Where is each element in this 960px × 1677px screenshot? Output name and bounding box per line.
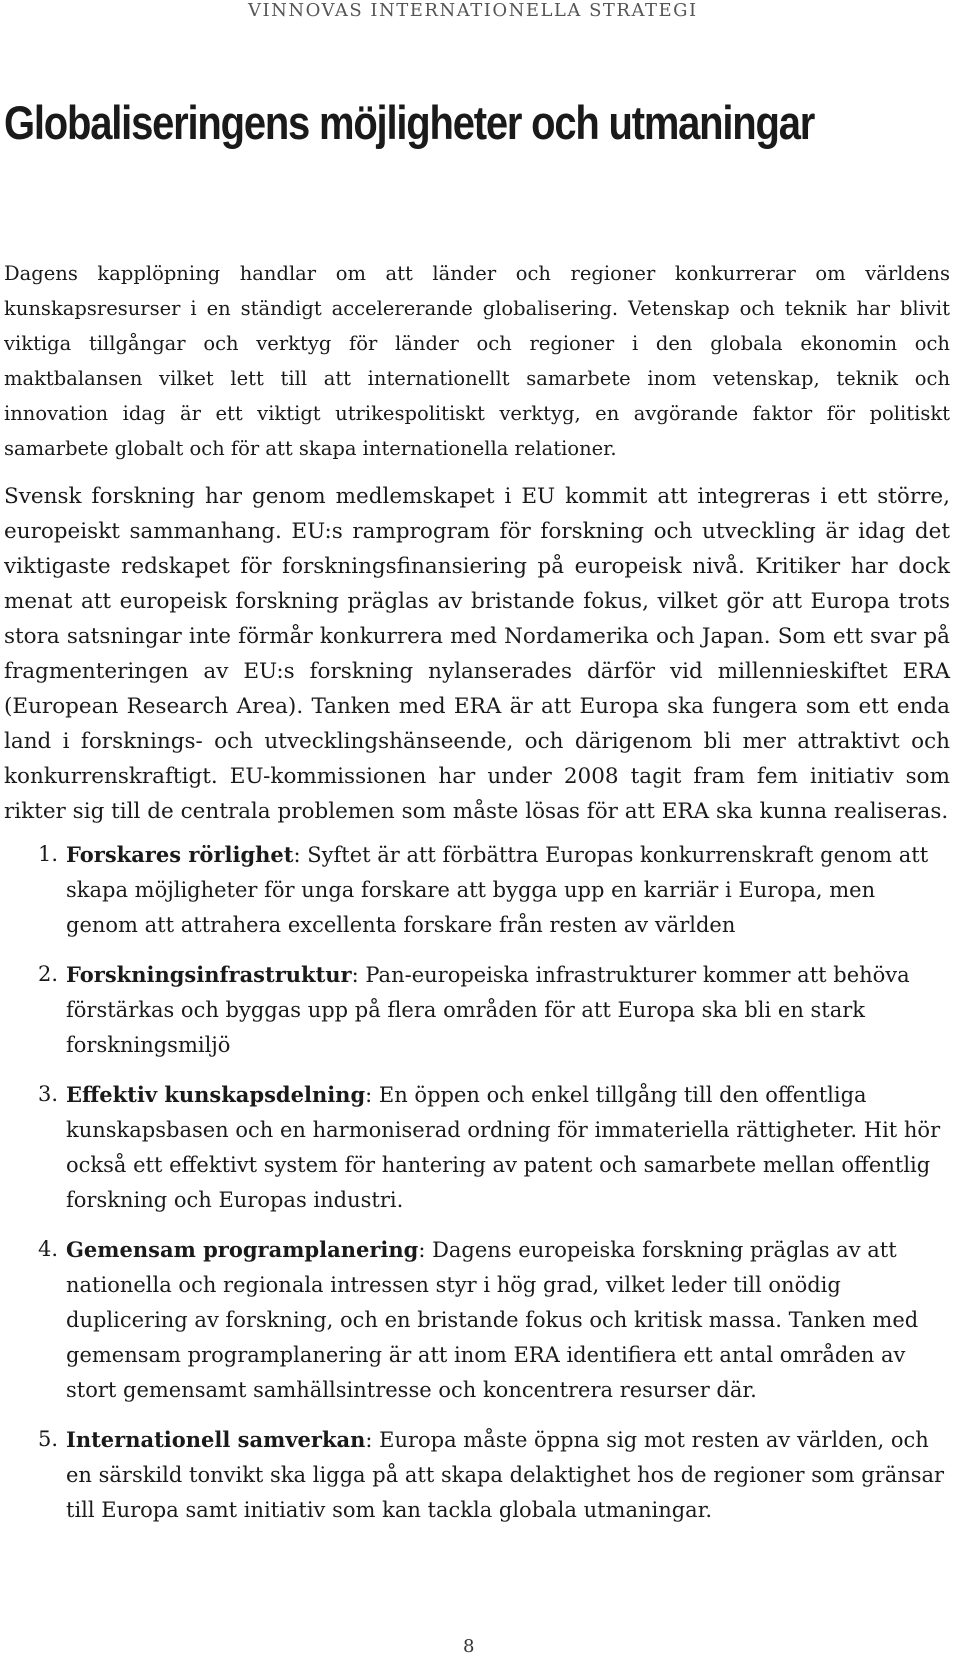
intro-paragraph: Dagens kapplöpning handlar om att länder och regioner konkurrerar om världens kunskapsresurser i en ständigt accelererande globalisering. Vetenskap och teknik har blivit viktiga tillgångar och verktyg för länder och regioner i den globala ekonomin och maktbalansen vilket lett till att internationellt samarbete inom vetenskap, teknik och innovation idag är ett viktigt utrikespolitiskt verktyg, en avgörande faktor för politiskt samarbete globalt och för att skapa internationella relationer. (4, 262, 950, 460)
list-item-text: : Pan-europeiska infrastrukturer kommer att behöva förstärkas och byggas upp på flera områden för att Europa ska bli en stark forskningsmiljö (66, 963, 910, 1057)
main-content (4, 256, 950, 1542)
list-item (4, 957, 950, 1063)
list-item-text: : Europa måste öppna sig mot resten av världen, och en särskild tonvikt ska ligga på att skapa delaktighet hos de regioner som gränsar till Europa samt initiativ som kan tackla globala utmaningar. (66, 1428, 945, 1522)
list-item-number: 4. (38, 1237, 59, 1261)
list-item (4, 837, 950, 943)
page-number: 8 (463, 1636, 475, 1657)
list-item-text: : Dagens europeiska forskning präglas av att nationella och regionala intressen styr i hög grad, vilket leder till onödig duplicering av forskning, och en bristande fokus och kritisk massa. Tanken med gemensam programplanering är att inom ERA identifiera ett antal områden av stort gemensamt samhällsintresse och koncentrera resurser där. (66, 1238, 919, 1402)
list-item-term: Gemensam programplanering (66, 1237, 419, 1262)
list-item-number: 2. (38, 962, 59, 986)
list-item-number: 1. (38, 842, 59, 866)
list-item-term: Internationell samverkan (66, 1427, 366, 1452)
list-item-text: : Syftet är att förbättra Europas konkurrenskraft genom att skapa möjligheter för unga forskare att bygga upp en karriär i Europa, men genom att attrahera excellenta forskare från resten av världen (66, 843, 929, 937)
list-item-term: Forskares rörlighet (66, 842, 294, 867)
list-item-number: 5. (38, 1427, 59, 1451)
list-item (4, 1422, 950, 1528)
running-header: VINNOVAS INTERNATIONELLA STRATEGI (248, 0, 698, 21)
list-item (4, 1077, 950, 1218)
page-title: Globaliseringens möjligheter och utmaningar (4, 96, 815, 149)
list-item-term: Forskningsinfrastruktur (66, 962, 352, 987)
initiatives-list (4, 837, 950, 1528)
list-item-text: : En öppen och enkel tillgång till den offentliga kunskapsbasen och en harmoniserad ordning för immateriella rättigheter. Hit hör också ett effektivt system för hantering av patent och samarbete mellan offentlig forskning och Europas industri. (66, 1083, 941, 1212)
list-item-number: 3. (38, 1082, 59, 1106)
list-item (4, 1232, 950, 1408)
eu-research-paragraph: Svensk forskning har genom medlemskapet i EU kommit att integreras i ett större, europeiskt sammanhang. EU:s ramprogram för forskning och utveckling är idag det viktigaste redskapet för forskningsfinansiering på europeisk nivå. Kritiker har dock menat att europeisk forskning präglas av bristande fokus, vilket gör att Europa trots stora satsningar inte förmår konkurrera med Nordamerika och Japan. Som ett svar på fragmenteringen av EU:s forskning nylanserades därför vid millennieskiftet ERA (European Research Area). Tanken med ERA är att Europa ska fungera som ett enda land i forsknings- och utvecklingshänseende, och därigenom bli mer attraktivt och konkurrenskraftigt. EU-kommissionen har under 2008 tagit fram fem initiativ som rikter sig till de centrala problemen som måste lösas för att ERA ska kunna realiseras. (4, 484, 950, 824)
list-item-term: Effektiv kunskapsdelning (66, 1082, 366, 1107)
